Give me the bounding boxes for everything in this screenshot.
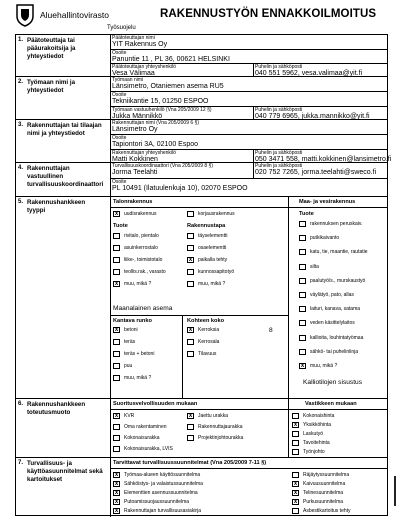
maa-option-checkbox[interactable] xyxy=(299,235,306,241)
page-header xyxy=(0,0,400,34)
suoritus-heading: Suoritusvelvollisuuden mukaan xyxy=(113,401,198,407)
field-caption: Työmaan nimi xyxy=(112,77,144,83)
uudisrakennus-label: uudisrakennus xyxy=(124,211,157,217)
koko-option-checkbox[interactable] xyxy=(187,339,194,345)
vastike-option-checkbox[interactable] xyxy=(292,413,299,419)
form-title: RAKENNUSTYÖN ENNAKKOILMOITUS xyxy=(160,8,377,20)
field-caption: Päätoteuttajan nimi xyxy=(112,35,155,41)
suoritus-option-label: KVR xyxy=(124,413,135,419)
suoritus-option-label: Kokonaisurakka, LVIS xyxy=(124,446,173,452)
s7-plan-option-checkbox[interactable]: x xyxy=(114,481,119,487)
vastike-option-checkbox[interactable] xyxy=(292,431,299,437)
field-value: Panuntie 11 , PL 36, 00621 HELSINKI xyxy=(112,56,230,63)
runko-option-label: muu, mikä ? xyxy=(124,375,152,381)
main-contractor-phone-field[interactable] xyxy=(255,64,388,77)
field-value: Matti Kokkinen xyxy=(112,156,158,163)
scan-mark xyxy=(394,476,396,506)
coordinator-address-field[interactable] xyxy=(112,179,388,195)
client-contact-field[interactable] xyxy=(112,150,248,163)
tapa-option-label: paikalla tehty xyxy=(198,257,228,263)
tapa-option-checkbox[interactable] xyxy=(187,245,194,251)
urakka-option-label: Jaettu urakka xyxy=(198,413,229,419)
koko-option-label: Kerroksia xyxy=(198,327,220,333)
s7-plan-option-checkbox[interactable]: x xyxy=(114,499,119,505)
tapa-option-label: kunnossapitotyö xyxy=(198,269,235,275)
section-1 xyxy=(16,35,387,77)
section-2 xyxy=(16,77,387,120)
field-caption: Työmaan vastuuhenkilö (Vna 205/2009 12 §) xyxy=(112,107,212,113)
maa-option-label: silta xyxy=(310,263,319,270)
section-label: Rakennushankkeen tyyppi xyxy=(27,199,86,214)
tuote-other-text: Maanalainen asema xyxy=(113,305,173,312)
maa-tuote-heading: Tuote xyxy=(299,211,314,217)
tuote-option-label: rivitalo, pientalo xyxy=(124,233,159,239)
section-number: 6. xyxy=(18,401,24,407)
field-value: PL 10491 (Ilatuulenkuja 10), 02070 ESPOO xyxy=(112,185,248,192)
s7-plan-option-label: Työmaa-alueen käyttösuunnitelma xyxy=(124,472,201,478)
site-manager-phone-field[interactable] xyxy=(255,107,388,120)
maa-option-label: väylätyö, pato, allas xyxy=(310,292,354,298)
tuote-option-checkbox[interactable] xyxy=(113,233,120,239)
urakka-option-label: Projektinjohtourakka xyxy=(198,435,244,441)
vastike-option-checkbox[interactable] xyxy=(292,449,299,455)
field-value: 020 752 7265, jorma.teelahti@sweco.fi xyxy=(255,169,377,176)
main-contractor-name-field[interactable] xyxy=(112,35,388,49)
s7-plan-option-checkbox[interactable]: x xyxy=(114,508,119,514)
maa-vesi-heading: Maa- ja vesirakennus xyxy=(299,199,356,205)
maa-option-checkbox[interactable] xyxy=(299,320,306,326)
section-7 xyxy=(16,458,387,517)
tuote-option-checkbox[interactable] xyxy=(113,245,120,251)
client-address-field[interactable] xyxy=(112,135,388,149)
client-name-field[interactable] xyxy=(112,120,388,134)
suoritus-option-checkbox[interactable] xyxy=(113,435,120,441)
s7-plan2-option-label: Asbestikartoitus tehty xyxy=(303,508,351,514)
coordinator-name-field[interactable] xyxy=(112,163,252,178)
maa-option-label: laituri, kanava, satama xyxy=(310,306,361,313)
field-value: 040 779 6965, jukka.mannikko@yit.fi xyxy=(255,113,370,120)
suoritus-option-checkbox[interactable]: x xyxy=(114,413,119,419)
kohteen-koko-heading: Kohteen koko xyxy=(187,318,224,324)
vastike-option-label: Työnjohto xyxy=(303,449,325,455)
field-caption: Osoite xyxy=(112,50,127,56)
kantava-runko-heading: Kantava runko xyxy=(113,318,152,324)
field-caption: Puhelin ja sähköposti xyxy=(255,163,303,169)
s7-plan2-option-checkbox[interactable] xyxy=(292,472,299,478)
vastikkeen-heading: Vastikkeen mukaan xyxy=(305,401,357,407)
field-caption: Päätoteuttajan yhteyshenkilö xyxy=(112,64,176,70)
s7-plan2-option-checkbox[interactable] xyxy=(292,508,299,514)
maa-option-checkbox[interactable]: x xyxy=(300,363,305,369)
tapa-option-checkbox[interactable] xyxy=(187,269,194,275)
maa-option-checkbox[interactable] xyxy=(299,306,306,312)
tapa-option-checkbox[interactable]: x xyxy=(188,257,193,263)
section-number: 1. xyxy=(18,37,24,43)
uudisrakennus-checkbox[interactable]: x xyxy=(114,211,119,217)
runko-option-label: puu xyxy=(124,363,133,369)
suoritus-option-checkbox[interactable] xyxy=(113,446,120,452)
agency-subname: Työsuojelu xyxy=(107,25,136,31)
urakka-option-checkbox[interactable] xyxy=(187,435,194,441)
field-caption: Turvallisuuskoordinaattori (Vna 205/2009 8 §) xyxy=(112,163,213,169)
section-label: Rakennuttajan tai tilaajan nimi ja yhteystiedot xyxy=(27,122,102,137)
tapa-option-label: osaelementti xyxy=(198,245,227,251)
maa-option-label: katu, tie, maantie, rautatie xyxy=(310,249,368,256)
field-caption: Osoite xyxy=(112,92,127,98)
urakka-option-checkbox[interactable] xyxy=(187,424,194,430)
koko-option-label: Tilavuus xyxy=(198,351,217,357)
tuote-option-label: asuinkerrostalo xyxy=(124,245,158,251)
maa-option-checkbox[interactable] xyxy=(299,292,306,298)
tuote-option-checkbox[interactable] xyxy=(113,269,120,275)
vastike-option-label: Laskutyö xyxy=(303,431,324,437)
suoritus-option-label: Kokonaisurakka xyxy=(124,435,160,441)
section-3 xyxy=(16,120,392,163)
field-caption: Rakennuttajan nimi (Vna 205/2009 6 §) xyxy=(112,120,200,126)
koko-option-checkbox[interactable]: x xyxy=(188,327,193,333)
runko-option-label: teräs + betoni xyxy=(124,351,155,357)
runko-option-label: betoni xyxy=(124,327,138,333)
tapa-option-label: täyselementti xyxy=(198,233,228,239)
field-caption: Osoite xyxy=(112,135,127,141)
suoritus-option-label: Oma rakentaminen xyxy=(124,424,167,430)
tuote-option-label: teollis.rak., varasto xyxy=(124,269,166,275)
s7-plan2-option-checkbox[interactable]: x xyxy=(293,499,298,505)
maa-option-label: sähkö- tai puhelinlinja xyxy=(310,348,359,355)
section-label: Työmaan nimi ja yhteystiedot xyxy=(27,79,76,94)
section-number: 2. xyxy=(18,79,24,85)
field-value: Tapiontori 3A, 02100 Espoo xyxy=(112,141,199,148)
s7-plan-option-label: Sähköistys- ja valaistussuunnitelma xyxy=(124,481,203,487)
field-value: 050 3471 558, matti.kokkinen@lansimetro.fi xyxy=(255,156,392,163)
korjausrakennus-label: korjausrakennus xyxy=(198,211,235,217)
section-number: 3. xyxy=(18,122,24,128)
runko-option-checkbox[interactable] xyxy=(113,375,120,381)
kerroksia-value: 8 xyxy=(269,327,273,334)
s7-plan2-option-label: Purkusuunnitelma xyxy=(303,499,344,505)
site-address-field[interactable] xyxy=(112,92,388,106)
field-value: Länsimetro Oy xyxy=(112,126,158,133)
urakka-option-label: Rakennuttajaurakka xyxy=(198,424,243,430)
talonrakennus-heading: Talonrakennus xyxy=(113,199,153,205)
maa-option-checkbox[interactable] xyxy=(299,264,306,270)
main-contractor-address-field[interactable] xyxy=(112,50,388,63)
field-value: Länsimetro, Otaniemen asema RU5 xyxy=(112,83,224,90)
agency-logo-icon xyxy=(14,3,36,27)
field-caption: Puhelin ja sähköposti xyxy=(255,64,303,70)
notification-form xyxy=(15,34,392,516)
section-label: Turvallisuus- ja käyttöasuunnitelmat sekä kartoitukset xyxy=(27,460,103,483)
section-number: 7. xyxy=(18,460,24,466)
s7-plan-option-label: Elementtien asennussuunnitelma xyxy=(124,490,198,496)
tapa-option-checkbox[interactable] xyxy=(187,281,194,287)
vastike-option-label: Kokonaishinta xyxy=(303,413,335,419)
koko-option-checkbox[interactable] xyxy=(187,351,194,357)
tuote-option-label: liike-, toimistotalo xyxy=(124,257,163,263)
s7-plan2-option-label: Räjäytyssuunnitelma xyxy=(303,472,350,478)
section-5 xyxy=(16,197,387,399)
site-name-field[interactable] xyxy=(112,77,388,91)
client-phone-field[interactable] xyxy=(255,150,392,163)
runko-option-checkbox[interactable] xyxy=(113,363,120,369)
rakennustapa-heading: Rakennustapa xyxy=(187,223,226,229)
s7-plan-option-checkbox[interactable]: x xyxy=(114,490,119,496)
s7-plan2-option-checkbox[interactable]: x xyxy=(293,490,298,496)
maa-option-checkbox[interactable] xyxy=(299,278,306,284)
tuote-heading: Tuote xyxy=(113,223,128,229)
s7-plan2-option-label: Telinesuunnitelma xyxy=(303,490,344,496)
section-4 xyxy=(16,163,387,197)
main-contractor-contact-field[interactable] xyxy=(112,64,248,77)
suoritus-option-checkbox[interactable] xyxy=(113,424,120,430)
s7-plan-option-label: Rakennuttajan turvallisuusasiakirja xyxy=(124,508,201,514)
tuote-option-checkbox[interactable]: x xyxy=(114,281,119,287)
vastike-option-checkbox[interactable]: x xyxy=(293,422,298,428)
section-6 xyxy=(16,399,387,458)
field-value: YIT Rakennus Oy xyxy=(112,41,168,48)
runko-option-checkbox[interactable] xyxy=(113,351,120,357)
section-label: Päätoteuttaja tai pääurakoitsija ja yhteystiedot xyxy=(27,37,76,60)
field-caption: Puhelin ja sähköposti xyxy=(255,107,303,113)
maa-option-label: paalutyö/s., murskaustyö xyxy=(310,277,366,284)
tarvittavat-heading: Tarvittavat turvallisuussuunnitelmat (Vna 205/2009 7-11 §) xyxy=(113,460,267,466)
field-caption: Osoite xyxy=(112,179,127,185)
vastike-option-label: Tavoitehinta xyxy=(303,440,330,446)
s7-plan-option-checkbox[interactable]: x xyxy=(114,472,119,478)
field-caption: Rakennuttajan yhteyshenkilö xyxy=(112,150,176,156)
tuote-option-checkbox[interactable] xyxy=(113,257,120,263)
maa-option-label: putkikaivanto xyxy=(310,235,340,242)
maa-option-label: rakennuksen peruskaiv. xyxy=(310,221,363,227)
coordinator-phone-field[interactable] xyxy=(255,163,388,178)
s7-plan2-option-checkbox[interactable]: x xyxy=(293,481,298,487)
tapa-option-label: muu, mikä ? xyxy=(198,281,226,287)
maa-option-checkbox[interactable] xyxy=(299,335,306,341)
field-value: Jorma Teelahti xyxy=(112,169,158,176)
section-number: 5. xyxy=(18,199,24,205)
field-value: Tekniikantie 15, 01250 ESPOO xyxy=(112,98,209,105)
s7-plan2-option-label: Kaivuusuunnitelma xyxy=(303,481,346,487)
field-caption: Puhelin ja sähköposti xyxy=(255,150,303,156)
vastike-option-label: Yksikköhinta xyxy=(303,422,332,428)
vastike-option-checkbox[interactable] xyxy=(292,440,299,446)
field-value: 040 551 5962, vesa.valimaa@yit.fi xyxy=(255,70,363,77)
runko-option-checkbox[interactable] xyxy=(113,339,120,345)
section-label: Rakennushankkeen toteutusmuoto xyxy=(27,401,86,416)
tuote-option-label: muu, mikä ? xyxy=(124,281,152,287)
field-value: Vesa Välimaa xyxy=(112,70,155,77)
agency-name: Aluehallintovirasto xyxy=(40,10,109,20)
urakka-option-checkbox[interactable]: x xyxy=(188,413,193,419)
s7-plan-option-label: Putoamissuojaussuunnitelma xyxy=(124,499,190,505)
maa-option-checkbox[interactable] xyxy=(299,221,306,227)
maa-option-checkbox[interactable] xyxy=(299,249,306,255)
maa-option-label: veden käsittelylaitos xyxy=(310,320,355,327)
site-manager-field[interactable] xyxy=(112,107,252,120)
maa-option-label: kallioita, louhintatyömaa xyxy=(310,334,364,341)
field-value: Jukka Männikkö xyxy=(112,113,163,120)
maa-option-label: muu, mikä ? xyxy=(310,363,338,369)
korjausrakennus-checkbox[interactable] xyxy=(187,211,194,217)
section-number: 4. xyxy=(18,165,24,171)
koko-option-label: Kerrosala xyxy=(198,339,220,345)
runko-option-label: teräs xyxy=(124,339,136,345)
maa-other-text: Kalliotilojen sisustus xyxy=(303,379,363,386)
maa-option-checkbox[interactable] xyxy=(299,349,306,355)
runko-option-checkbox[interactable]: x xyxy=(114,327,119,333)
tapa-option-checkbox[interactable] xyxy=(187,233,194,239)
section-label: Rakennuttajan vastuullinen turvallisuuskoordinaattori xyxy=(27,165,104,188)
